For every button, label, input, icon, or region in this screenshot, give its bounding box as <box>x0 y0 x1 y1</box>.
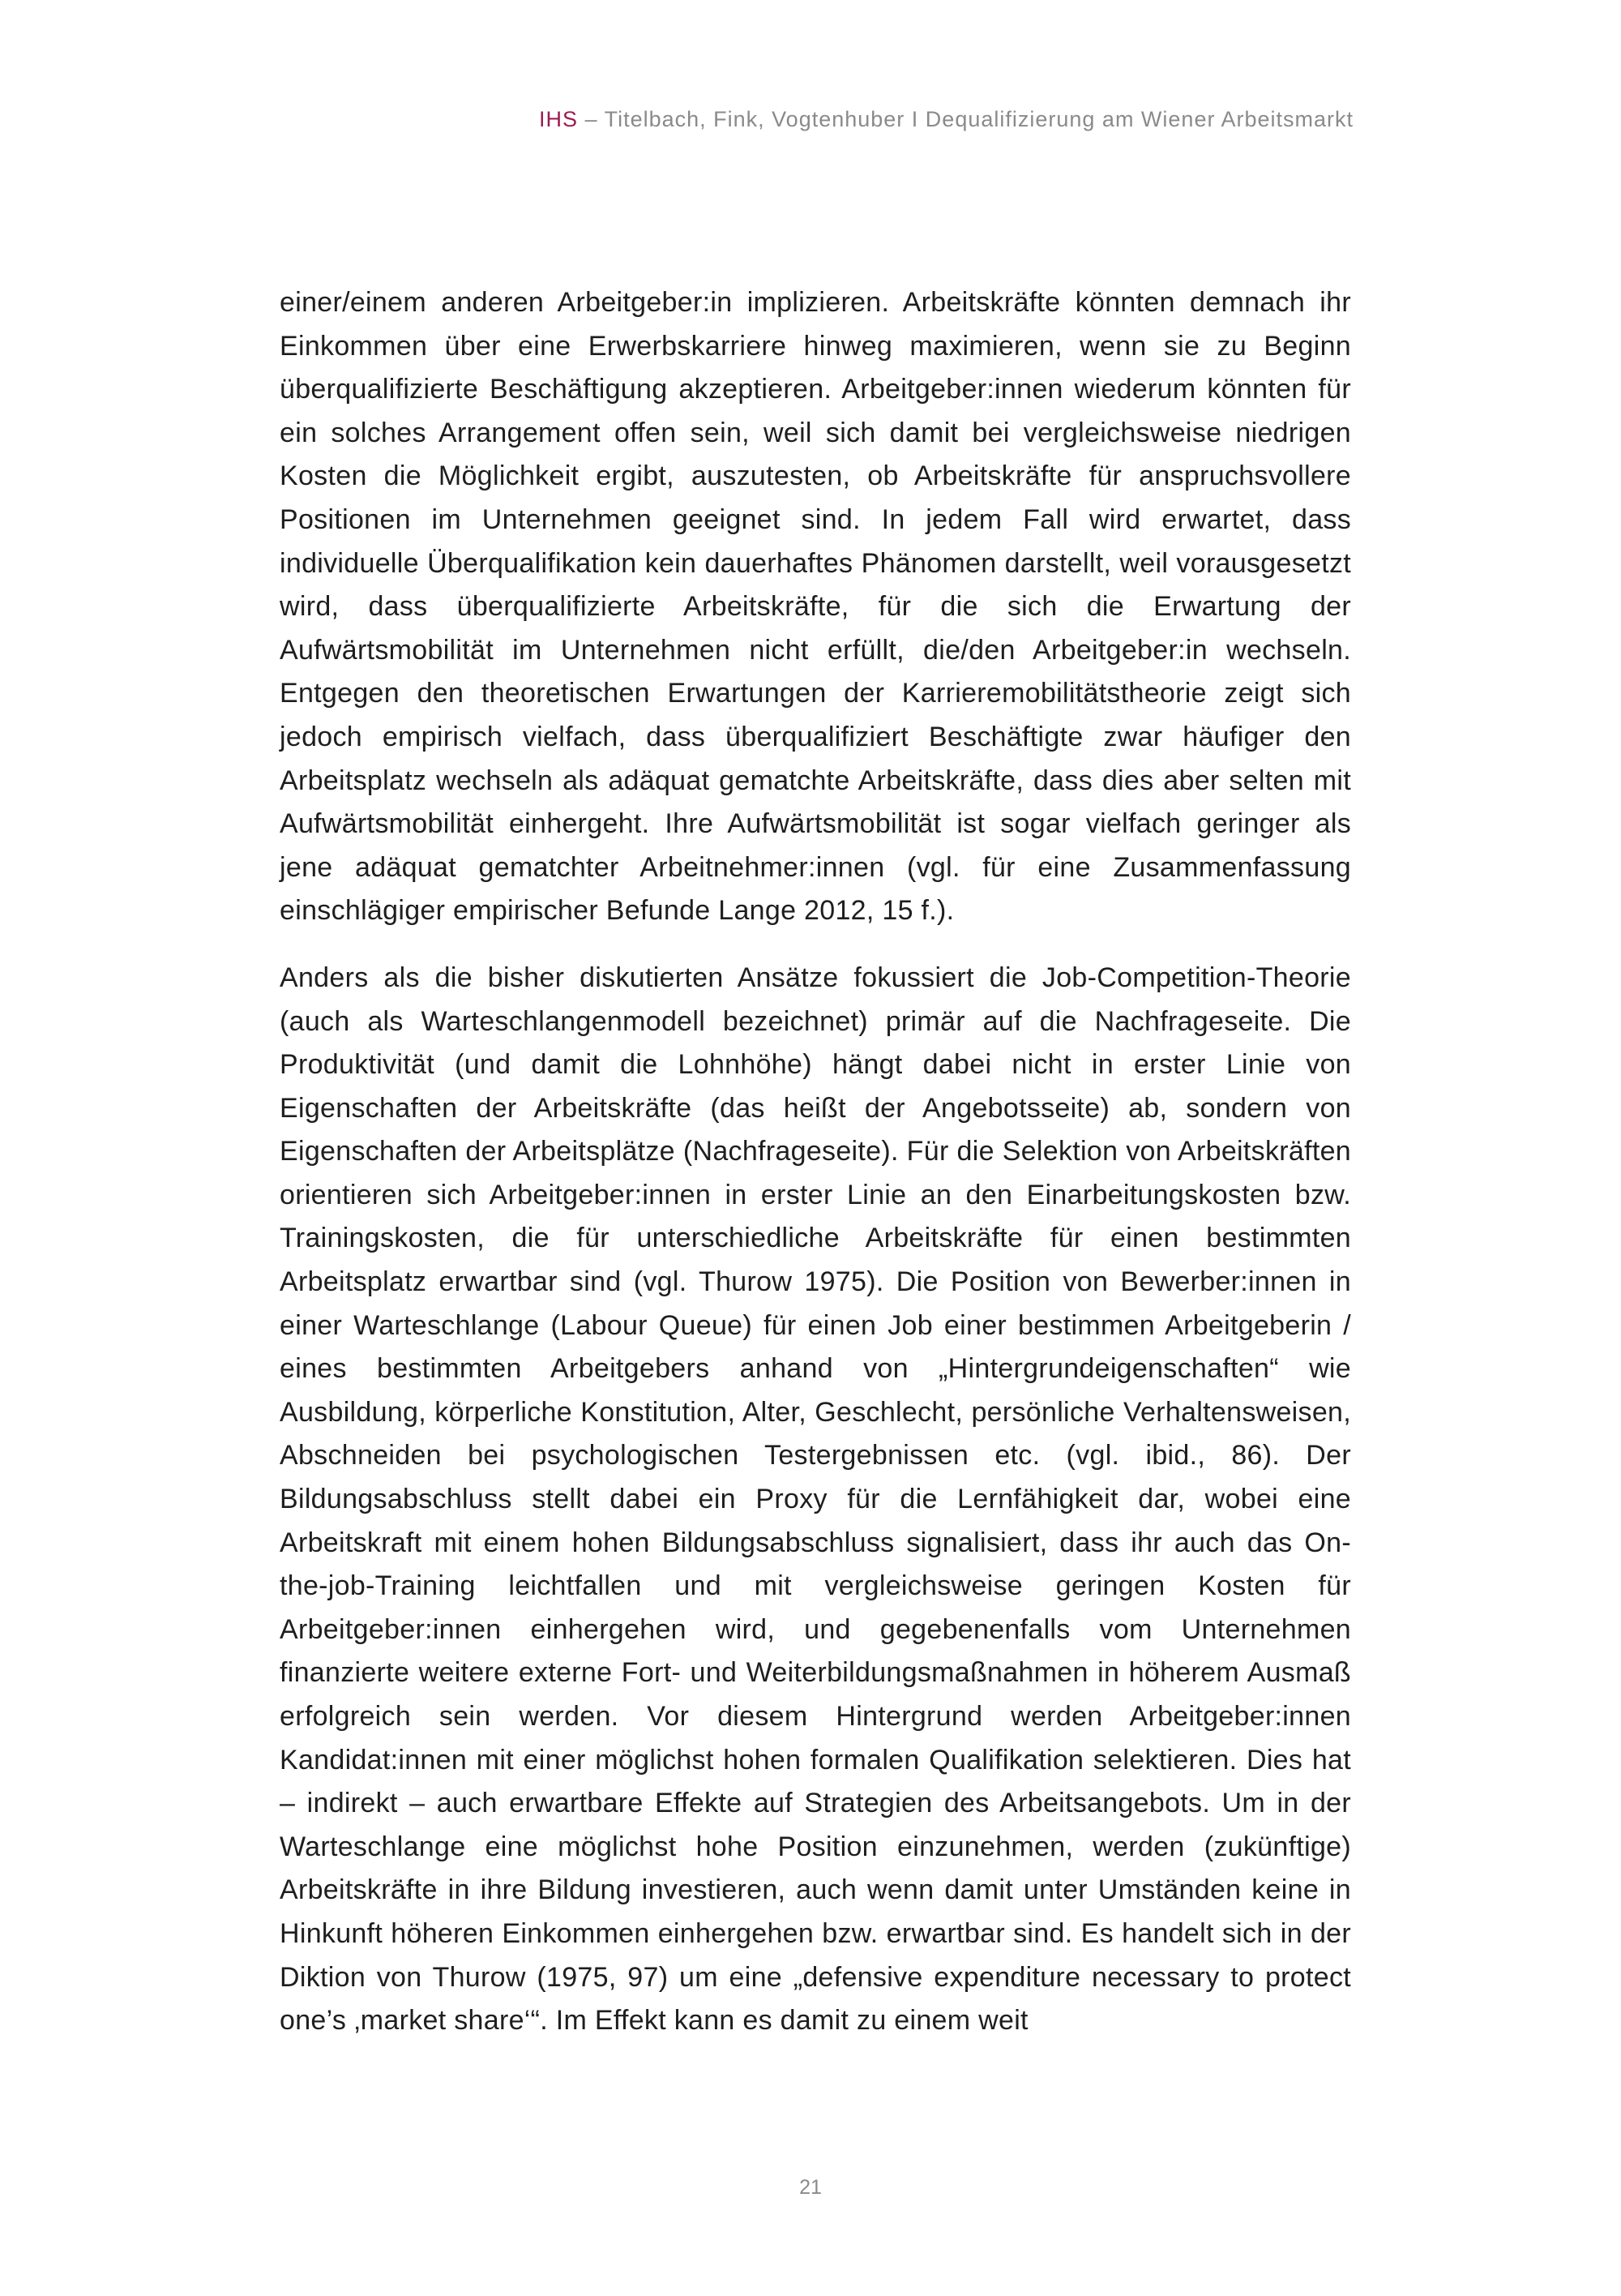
header-brand: IHS <box>539 107 579 131</box>
header-title: – Titelbach, Fink, Vogtenhuber I Dequalifizierung am Wiener Arbeitsmarkt <box>578 107 1354 131</box>
page-number: 21 <box>799 2176 822 2199</box>
paragraph-2: Anders als die bisher diskutierten Ansätze fokussiert die Job-Competition-Theorie (auch als Warteschlangenmodell bezeichnet) primär auf die Nachfrageseite. Die Produktivität (und damit die Lohnhöhe) hängt dabei nicht in erster Linie von Eigenschaften der Arbeitskräfte (das heißt der Angebotsseite) ab, sondern von Eigenschaften der Arbeitsplätze (Nachfrageseite). Für die Selektion von Arbeitskräften orientieren sich Arbeitgeber:innen in erster Linie an den Einarbeitungskosten bzw. Trainingskosten, die für unterschiedliche Arbeitskräfte für einen bestimmten Arbeitsplatz erwartbar sind (vgl. Thurow 1975). Die Position von Bewerber:innen in einer Warteschlange (Labour Queue) für einen Job einer bestimmen Arbeitgeberin / eines bestimmten Arbeitgebers anhand von „Hintergrundeigenschaften“ wie Ausbildung, körperliche Konstitution, Alter, Geschlecht, persönliche Verhaltensweisen, Abschneiden bei psychologischen Testergebnissen etc. (vgl. ibid., 86). Der Bildungsabschluss stellt dabei ein Proxy für die Lernfähigkeit dar, wobei eine Arbeitskraft mit einem hohen Bildungsabschluss signalisiert, dass ihr auch das On-the-job-Training leichtfallen und mit vergleichsweise geringen Kosten für Arbeitgeber:innen einhergehen wird, und gegebenenfalls vom Unternehmen finanzierte weitere externe Fort- und Weiterbildungsmaßnahmen in höherem Ausmaß erfolgreich sein werden. Vor diesem Hintergrund werden Arbeitgeber:innen Kandidat:innen mit einer möglichst hohen formalen Qualifikation selektieren. Dies hat – indirekt – auch erwartbare Effekte auf Strategien des Arbeitsangebots. Um in der Warteschlange eine möglichst hohe Position einzunehmen, werden (zukünftige) Arbeitskräfte in ihre Bildung investieren, auch wenn damit unter Umständen keine in Hinkunft höheren Einkommen einhergehen bzw. erwartbar sind. Es handelt sich in der Diktion von Thurow (1975, 97) um eine „defensive expenditure necessary to protect one’s ‚market share‘“. Im Effekt kann es damit zu einem weit <box>280 962 1351 2037</box>
paragraph-1: einer/einem anderen Arbeitgeber:in implizieren. Arbeitskräfte könnten demnach ihr Einkommen über eine Erwerbskarriere hinweg maximieren, wenn sie zu Beginn überqualifizierte Beschäftigung akzeptieren. Arbeitgeber:innen wiederum könnten für ein solches Arrangement offen sein, weil sich damit bei vergleichsweise niedrigen Kosten die Möglichkeit ergibt, auszutesten, ob Arbeitskräfte für anspruchsvollere Positionen im Unternehmen geeignet sind. In jedem Fall wird erwartet, dass individuelle Überqualifikation kein dauerhaftes Phänomen darstellt, weil vorausgesetzt wird, dass überqualifizierte Arbeitskräfte, für die sich die Erwartung der Aufwärtsmobilität im Unternehmen nicht erfüllt, die/den Arbeitgeber:in wechseln. Entgegen den theoretischen Erwartungen der Karrieremobilitätstheorie zeigt sich jedoch empirisch vielfach, dass überqualifiziert Beschäftigte zwar häufiger den Arbeitsplatz wechseln als adäquat gematchte Arbeitskräfte, dass dies aber selten mit Aufwärtsmobilität einhergeht. Ihre Aufwärtsmobilität ist sogar vielfach geringer als jene adäquat gematchter Arbeitnehmer:innen (vgl. für eine Zusammenfassung einschlägiger empirischer Befunde Lange 2012, 15 f.). <box>280 287 1351 927</box>
running-header <box>539 107 1354 132</box>
body-text <box>280 281 1351 2043</box>
